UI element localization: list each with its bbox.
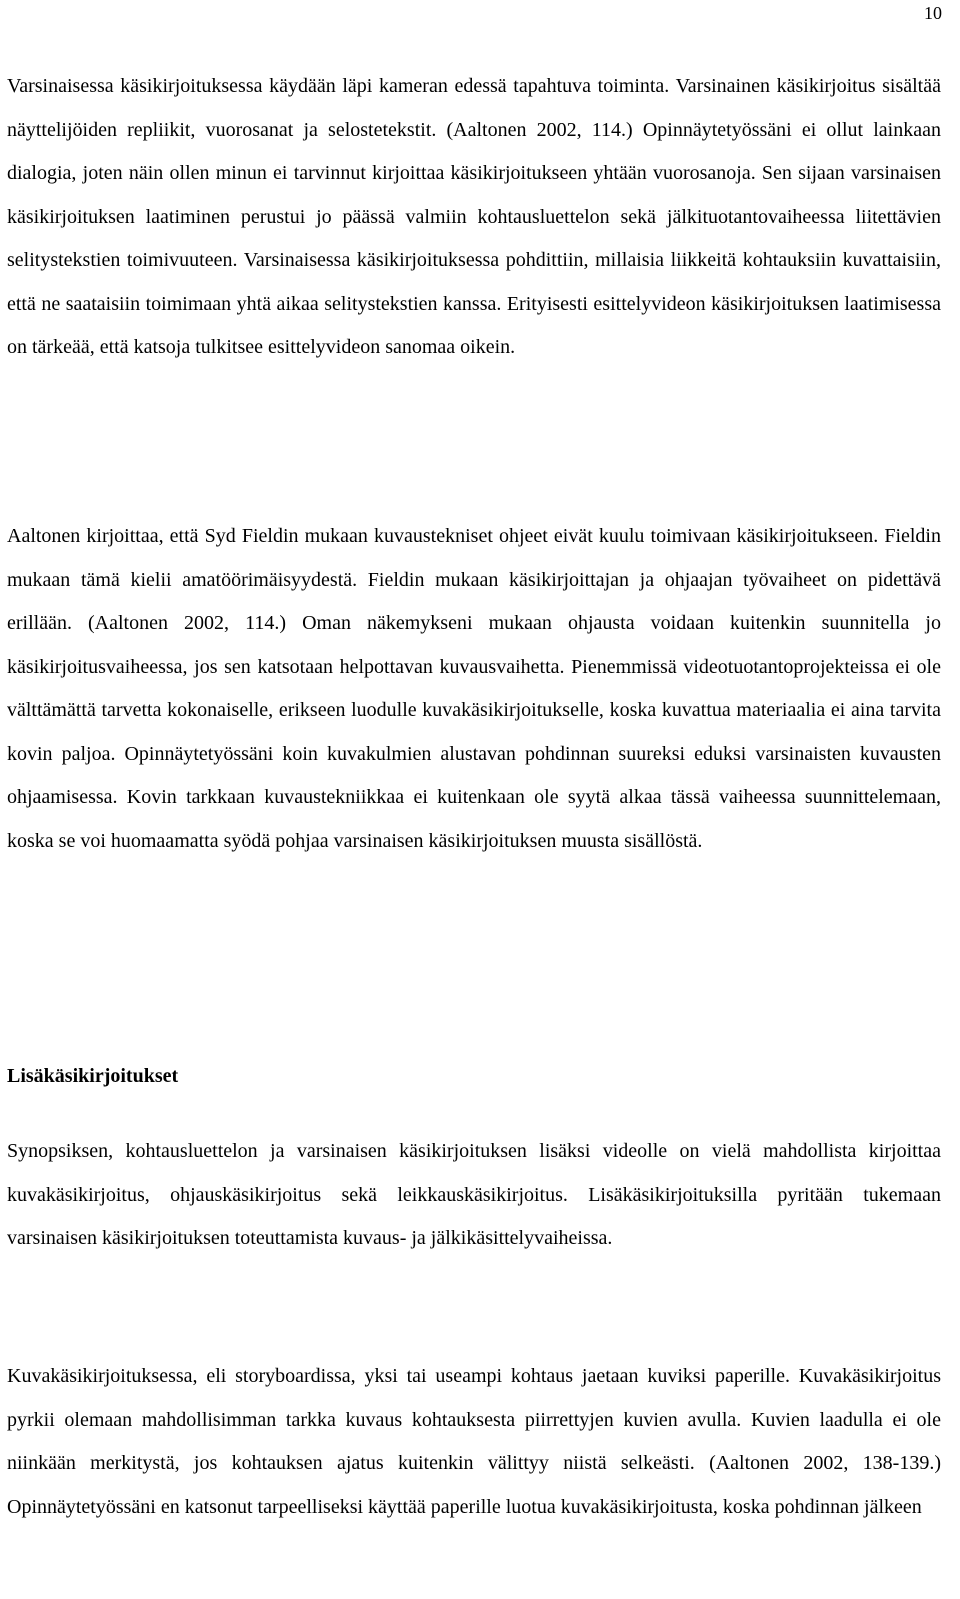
paragraph-2: Aaltonen kirjoittaa, että Syd Fieldin mukaan kuvaustekniset ohjeet eivät kuulu toimivaan käsikirjoitukseen. Fieldin mukaan tämä kielii amatöörimäisyydestä. Fieldin mukaan käsikirjoittajan ja ohjaajan työvaiheet on pidettävä erillään. (Aaltonen 2002, 114.) Oman näkemykseni mukaan ohjausta voidaan kuitenkin suunnitella jo käsikirjoitusvaiheessa, jos sen katsotaan helpottavan kuvausvaihetta. Pienemmissä videotuotantoprojekteissa ei ole välttämättä tarvetta kokonaiselle, erikseen luodulle kuvakäsikirjoitukselle, koska kuvattua materiaalia ei aina tarvita kovin paljoa. Opinnäytetyössäni koin kuvakulmien alustavan pohdinnan suureksi eduksi varsinaisten kuvausten ohjaamisessa. Kovin tarkkaan kuvaustekniikkaa ei kuitenkaan ole syytä alkaa tässä vaiheessa suunnittelemaan, koska se voi huomaamatta syödä pohjaa varsinaisen käsikirjoituksen muusta sisällöstä. <box>7 525 941 852</box>
paragraph-3: Synopsiksen, kohtausluettelon ja varsinaisen käsikirjoituksen lisäksi videolle on vielä mahdollista kirjoittaa kuvakäsikirjoitus, ohjauskäsikirjoitus sekä leikkauskäsikirjoitus. Lisäkäsikirjoituksilla pyritään tukemaan varsinaisen käsikirjoituksen toteuttamista kuvaus- ja jälkikäsittelyvaiheissa. <box>7 1140 941 1249</box>
paragraph-1: Varsinaisessa käsikirjoituksessa käydään läpi kameran edessä tapahtuva toiminta. Varsinainen käsikirjoitus sisältää näyttelijöiden repliikit, vuorosanat ja selostetekstit. (Aaltonen 2002, 114.) Opinnäytetyössäni ei ollut lainkaan dialogia, joten näin ollen minun ei tarvinnut kirjoittaa käsikirjoitukseen yhtään vuorosanoja. Sen sijaan varsinaisen käsikirjoituksen laatiminen perustui jo päässä valmiin kohtausluettelon sekä jälkituotantovaiheessa liitettävien selitystekstien toimivuuteen. Varsinaisessa käsikirjoituksessa pohdittiin, millaisia liikkeitä kohtauksiin kuvattaisiin, että ne saataisiin toimimaan yhtä aikaa selitystekstien kanssa. Erityisesti esittelyvideon käsikirjoituksen laatimisessa on tärkeää, että katsoja tulkitsee esittelyvideon sanomaa oikein. <box>7 75 941 358</box>
paragraph-4: Kuvakäsikirjoituksessa, eli storyboardissa, yksi tai useampi kohtaus jaetaan kuviksi paperille. Kuvakäsikirjoitus pyrkii olemaan mahdollisimman tarkka kuvaus kohtauksesta piirrettyjen kuvien avulla. Kuvien laadulla ei ole niinkään merkitystä, jos kohtauksen ajatus kuitenkin välittyy niistä selkeästi. (Aaltonen 2002, 138-139.) Opinnäytetyössäni en katsonut tarpeelliseksi käyttää paperille luotua kuvakäsikirjoitusta, koska pohdinnan jälkeen <box>7 1365 941 1518</box>
section-heading: Lisäkäsikirjoitukset <box>7 1065 179 1087</box>
page-number: 10 <box>924 3 942 23</box>
